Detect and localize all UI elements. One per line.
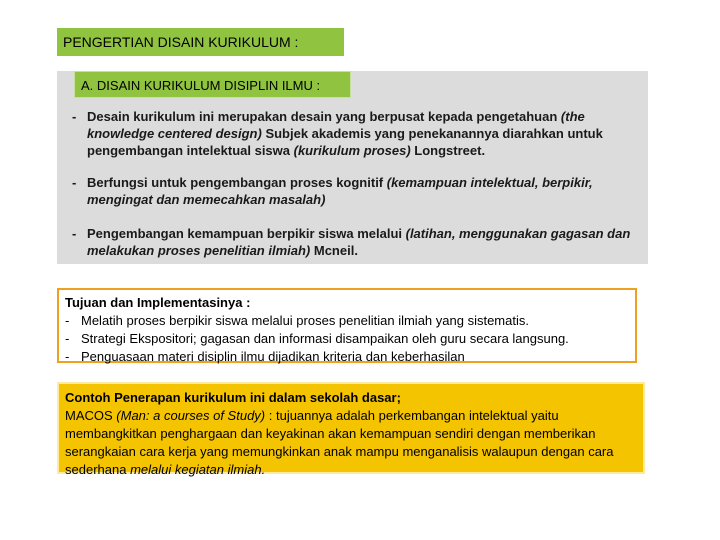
bullet-item (72, 225, 642, 259)
example-heading: Contoh Penerapan kurikulum ini dalam sekolah dasar; (65, 390, 401, 405)
bullet-item (72, 108, 642, 159)
goals-box (57, 288, 637, 363)
goal-item (65, 348, 629, 366)
bullet-text: Pengembangan kemampuan berpikir siswa melalui (latihan, menggunakan gagasan dan melakukan proses penelitian ilmiah) Mcneil. (87, 226, 631, 258)
goal-text: Strategi Ekspositori; gagasan dan informasi disampaikan oleh guru secara langsung. (81, 331, 569, 346)
section-heading: A. DISAIN KURIKULUM DISIPLIN ILMU : (74, 71, 351, 98)
bullet-dash: - (72, 109, 77, 124)
goal-dash: - (65, 331, 70, 346)
page-title: PENGERTIAN DISAIN KURIKULUM : (57, 28, 344, 56)
goal-item (65, 312, 629, 330)
goal-dash: - (65, 349, 70, 364)
goals-heading: Tujuan dan Implementasinya : (65, 295, 251, 310)
bullet-text: Berfungsi untuk pengembangan proses kognitif (kemampuan intelektual, berpikir, mengingat dan memecahkan masalah) (87, 175, 593, 207)
goal-dash: - (65, 313, 70, 328)
example-box (57, 382, 645, 477)
goal-item (65, 330, 629, 348)
goal-text: Melatih proses berpikir siswa melalui proses penelitian ilmiah yang sistematis. (81, 313, 529, 328)
bullet-item (72, 174, 642, 208)
bullet-dash: - (72, 175, 77, 190)
bullet-dash: - (72, 226, 77, 241)
bullet-text: Desain kurikulum ini merupakan desain yang berpusat kepada pengetahuan (the knowledge centered design) Subjek akademis yang penekanannya diarahkan untuk pengembangan intelektual siswa (kurikulum proses) Longstreet. (87, 109, 603, 158)
example-text: MACOS (Man: a courses of Study) : tujuannya adalah perkembangan intelektual yaitu membangkitkan penghargaan dan keyakinan akan kemampuan sendiri dengan memberikan serangkaian cara kerja yang memungkinkan anak mampu menganalisis walaupun dengan cara sederhana melalui kegiatan ilmiah. (65, 408, 614, 477)
goal-text: Penguasaan materi disiplin ilmu dijadikan kriteria dan keberhasilan (81, 349, 465, 364)
